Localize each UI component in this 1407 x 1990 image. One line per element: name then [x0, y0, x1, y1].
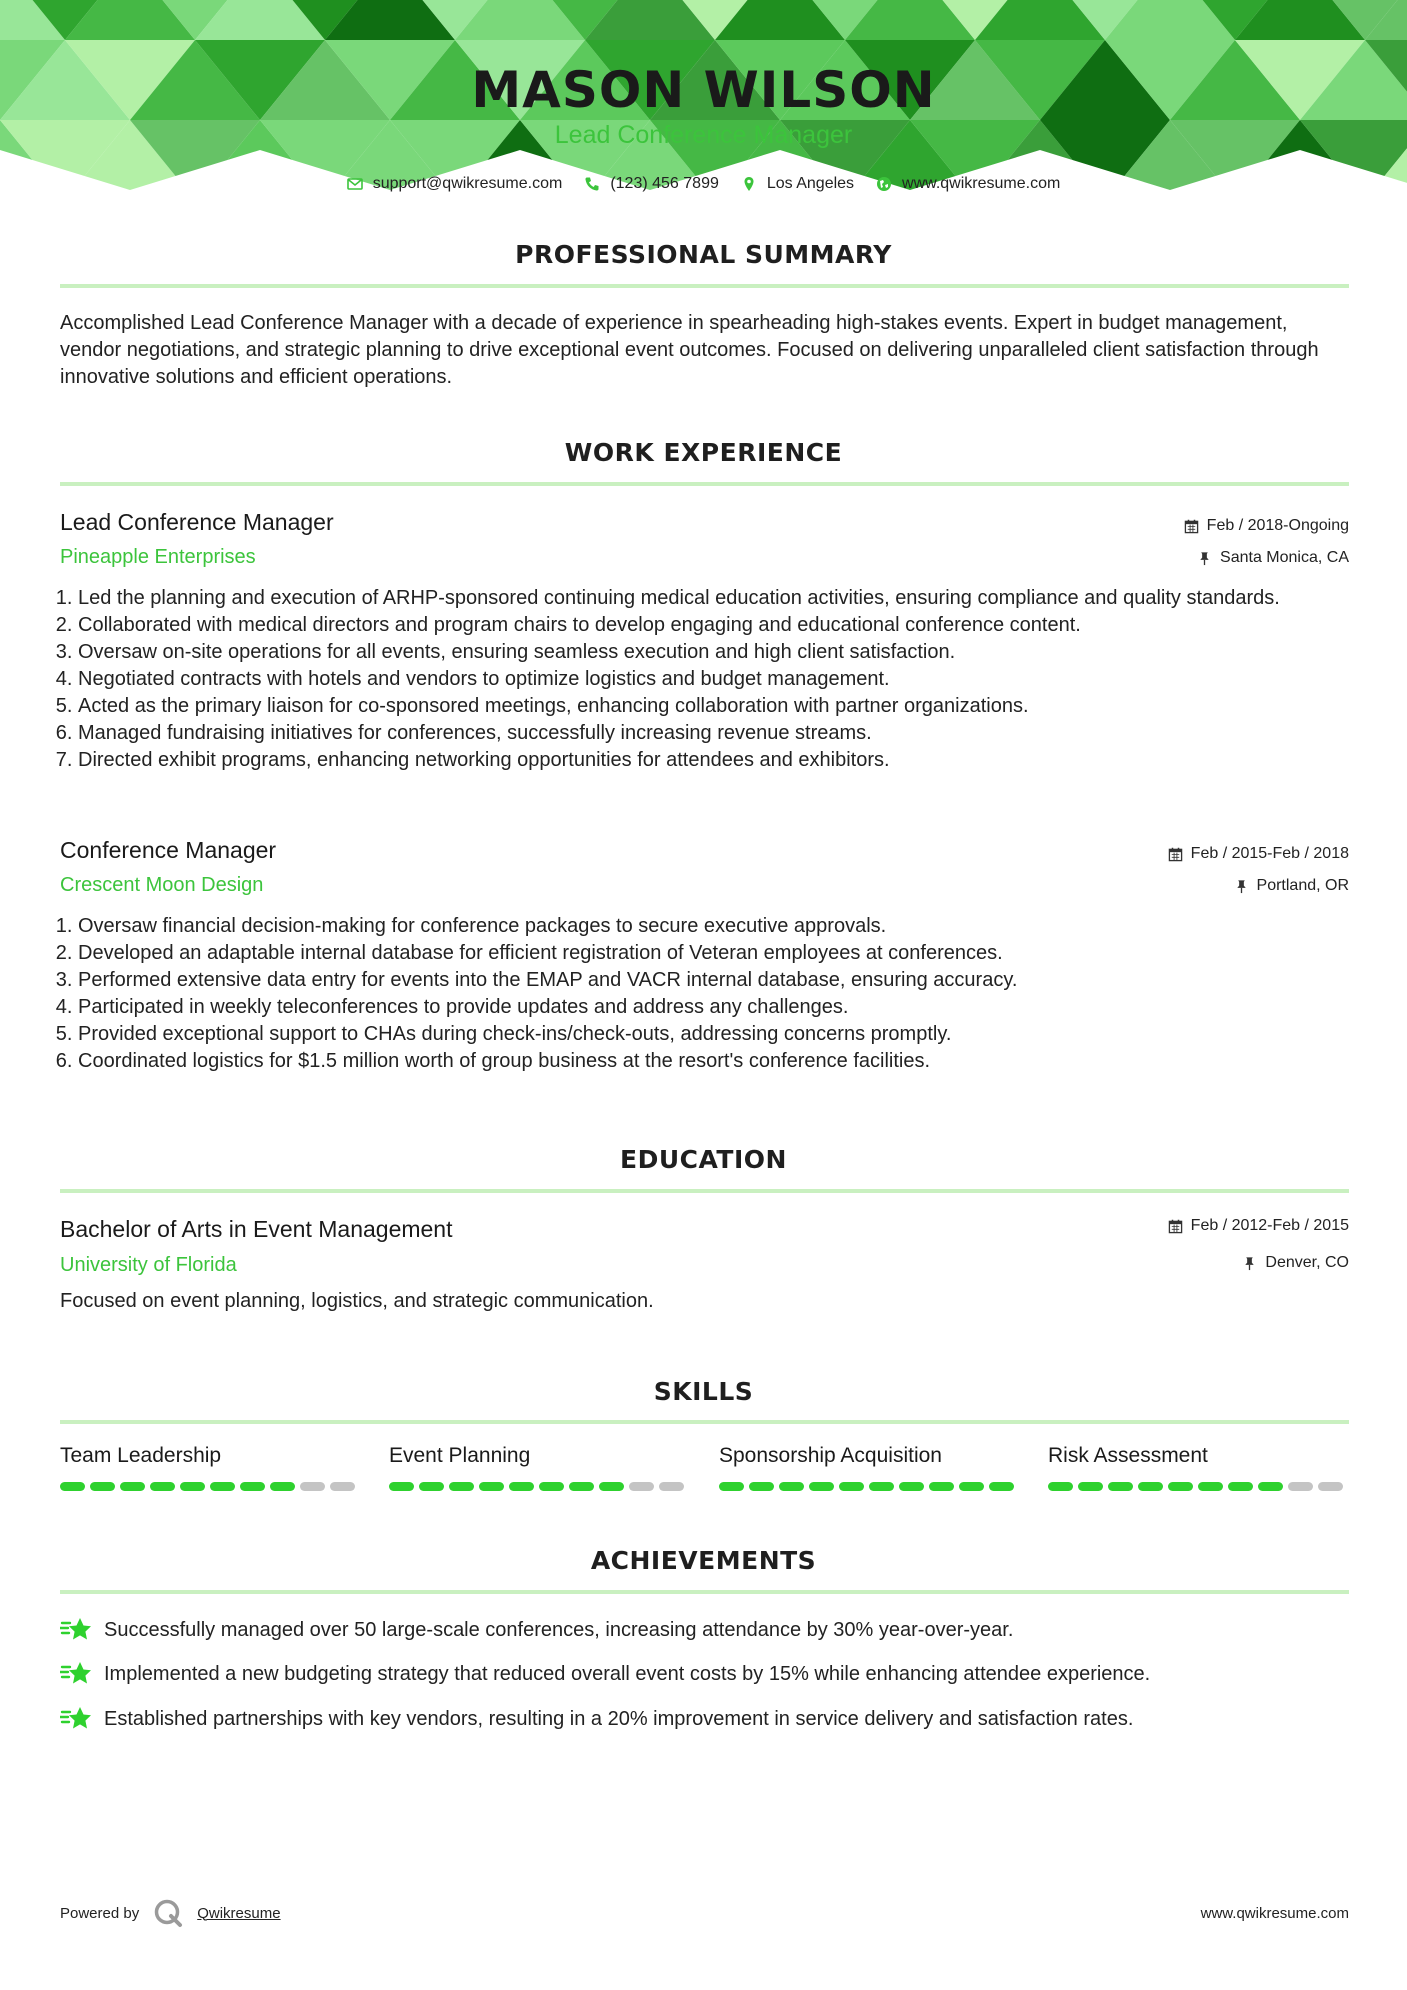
powered-by-label: Powered by — [60, 1904, 140, 1922]
achievement-text: Implemented a new budgeting strategy that reduced overall event costs by 15% while enhancing attendee experience. — [104, 1663, 1151, 1685]
job-dates — [1184, 515, 1349, 537]
contact-phone[interactable] — [584, 172, 719, 196]
education-dates-text: Feb / 2012-Feb / 2015 — [1190, 1217, 1349, 1234]
rating-dot-filled — [809, 1482, 834, 1491]
job-bullets — [48, 913, 1378, 1075]
calendar-icon — [1184, 519, 1199, 534]
contact-location — [741, 172, 854, 196]
skill-name: Risk Assessment — [1048, 1444, 1208, 1467]
rating-dot-filled — [1258, 1482, 1283, 1491]
job-dates-text: Feb / 2015-Feb / 2018 — [1190, 845, 1349, 862]
rating-dot-filled — [419, 1482, 444, 1491]
job-location — [1197, 547, 1349, 569]
school-name: University of Florida — [60, 1254, 237, 1276]
rating-dot-empty — [1318, 1482, 1343, 1491]
list-item: 2. Collaborated with medical directors and program chairs to develop engaging and educational conference content. — [78, 612, 1378, 639]
rating-dot-filled — [1138, 1482, 1163, 1491]
achievement-text: Established partnerships with key vendors, resulting in a 20% improvement in service delivery and satisfaction rates. — [104, 1708, 1134, 1730]
list-item: 6. Coordinated logistics for $1.5 million worth of group business at the resort's conference facilities. — [78, 1048, 1378, 1075]
brand-link[interactable]: Qwikresume — [197, 1904, 281, 1922]
rating-dot-filled — [240, 1482, 265, 1491]
rating-dot-empty — [300, 1482, 325, 1491]
skills-heading: SKILLS — [653, 1377, 754, 1406]
contact-email[interactable] — [347, 172, 563, 196]
contact-bar — [0, 172, 1407, 196]
rating-dot-filled — [270, 1482, 295, 1491]
rating-dot-filled — [60, 1482, 85, 1491]
skill-item — [60, 1442, 360, 1491]
website-text: www.qwikresume.com — [902, 175, 1061, 192]
job-bullets — [48, 585, 1378, 774]
skill-name: Sponsorship Acquisition — [719, 1444, 942, 1467]
list-item: 1. Led the planning and execution of ARHP-sponsored continuing medical education activities, ensuring compliance and quality standards. — [78, 585, 1378, 612]
list-item: 5. Provided exceptional support to CHAs during check-ins/check-outs, addressing concerns promptly. — [78, 1021, 1378, 1048]
rating-dot-filled — [1078, 1482, 1103, 1491]
rating-dot-empty — [659, 1482, 684, 1491]
pin-icon — [1242, 1256, 1257, 1271]
calendar-icon — [1168, 1219, 1183, 1234]
job-location — [1234, 875, 1349, 897]
rating-dot-filled — [749, 1482, 774, 1491]
job-dates-text: Feb / 2018-Ongoing — [1206, 517, 1349, 534]
job-dates — [1168, 843, 1349, 865]
rating-dot-filled — [389, 1482, 414, 1491]
rating-dot-filled — [449, 1482, 474, 1491]
star-icon — [60, 1659, 92, 1689]
job-title: Lead Conference Manager — [60, 509, 334, 535]
achievements-divider — [60, 1590, 1349, 1594]
list-item: 5. Acted as the primary liaison for co-sponsored meetings, enhancing collaboration with partner organizations. — [78, 693, 1378, 720]
skills-divider — [60, 1420, 1349, 1424]
rating-dot-filled — [539, 1482, 564, 1491]
list-item: 2. Developed an adaptable internal database for efficient registration of Veteran employees at conferences. — [78, 940, 1378, 967]
degree-title: Bachelor of Arts in Event Management — [60, 1216, 453, 1242]
footer-powered-by — [60, 1898, 281, 1928]
rating-dot-filled — [779, 1482, 804, 1491]
skill-rating — [389, 1482, 689, 1491]
rating-dot-empty — [330, 1482, 355, 1491]
education-location — [1242, 1252, 1349, 1274]
rating-dot-filled — [569, 1482, 594, 1491]
rating-dot-filled — [989, 1482, 1014, 1491]
skill-rating — [719, 1482, 1019, 1491]
experience-divider — [60, 482, 1349, 486]
rating-dot-filled — [180, 1482, 205, 1491]
map-pin-icon — [741, 176, 757, 192]
education-location-text: Denver, CO — [1265, 1254, 1349, 1271]
globe-icon — [876, 176, 892, 192]
job-company: Crescent Moon Design — [60, 874, 264, 896]
education-dates — [1168, 1215, 1349, 1237]
phone-icon — [584, 176, 600, 192]
rating-dot-filled — [899, 1482, 924, 1491]
rating-dot-filled — [869, 1482, 894, 1491]
list-item: 6. Managed fundraising initiatives for conferences, successfully increasing revenue streams. — [78, 720, 1378, 747]
skill-name: Team Leadership — [60, 1444, 222, 1467]
education-heading: EDUCATION — [620, 1145, 787, 1174]
location-text: Los Angeles — [766, 175, 855, 192]
phone-text: (123) 456 7899 — [610, 175, 719, 192]
rating-dot-filled — [1048, 1482, 1073, 1491]
job-title: Conference Manager — [60, 837, 277, 863]
job-location-text: Portland, OR — [1256, 877, 1349, 894]
achievement-item — [60, 1615, 1013, 1645]
rating-dot-empty — [629, 1482, 654, 1491]
rating-dot-filled — [210, 1482, 235, 1491]
rating-dot-empty — [1288, 1482, 1313, 1491]
skill-item — [1048, 1442, 1348, 1491]
summary-divider — [60, 284, 1349, 288]
rating-dot-filled — [1168, 1482, 1193, 1491]
summary-heading: PROFESSIONAL SUMMARY — [515, 240, 892, 269]
rating-dot-filled — [839, 1482, 864, 1491]
list-item: 3. Oversaw on-site operations for all events, ensuring seamless execution and high client satisfaction. — [78, 639, 1378, 666]
star-icon — [60, 1615, 92, 1645]
job-company: Pineapple Enterprises — [60, 546, 256, 568]
rating-dot-filled — [929, 1482, 954, 1491]
skill-rating — [60, 1482, 360, 1491]
achievements-heading: ACHIEVEMENTS — [590, 1546, 817, 1575]
list-item: 3. Performed extensive data entry for events into the EMAP and VACR internal database, ensuring accuracy. — [78, 967, 1378, 994]
calendar-icon — [1168, 847, 1183, 862]
pin-icon — [1197, 551, 1212, 566]
list-item: 1. Oversaw financial decision-making for conference packages to secure executive approvals. — [78, 913, 1378, 940]
star-icon — [60, 1704, 92, 1734]
list-item: 7. Directed exhibit programs, enhancing networking opportunities for attendees and exhibitors. — [78, 747, 1378, 774]
education-divider — [60, 1189, 1349, 1193]
rating-dot-filled — [959, 1482, 984, 1491]
list-item: 4. Negotiated contracts with hotels and vendors to optimize logistics and budget management. — [78, 666, 1378, 693]
qwikresume-logo-icon — [153, 1898, 183, 1928]
skill-rating — [1048, 1482, 1348, 1491]
rating-dot-filled — [719, 1482, 744, 1491]
skill-name: Event Planning — [389, 1444, 531, 1467]
footer-url[interactable]: www.qwikresume.com — [1200, 1905, 1349, 1922]
rating-dot-filled — [509, 1482, 534, 1491]
rating-dot-filled — [479, 1482, 504, 1491]
skill-item — [719, 1442, 1019, 1491]
education-description: Focused on event planning, logistics, and strategic communication. — [60, 1290, 654, 1312]
summary-text: Accomplished Lead Conference Manager with a decade of experience in spearheading high-stakes events. Expert in budget management, vendor negotiations, and strategic planning to drive exceptional event outcomes. Focused on delivering unparalleled client satisfaction through innovative solutions and efficient operations. — [60, 312, 1319, 388]
candidate-name: MASON WILSON — [471, 61, 936, 119]
envelope-icon — [347, 176, 363, 192]
rating-dot-filled — [120, 1482, 145, 1491]
skill-item — [389, 1442, 689, 1491]
rating-dot-filled — [1228, 1482, 1253, 1491]
rating-dot-filled — [1198, 1482, 1223, 1491]
contact-website[interactable] — [876, 172, 1060, 196]
experience-heading: WORK EXPERIENCE — [564, 438, 843, 467]
achievement-item — [60, 1659, 1150, 1689]
achievement-item — [60, 1704, 1133, 1734]
list-item: 4. Participated in weekly teleconferences to provide updates and address any challenges. — [78, 994, 1378, 1021]
rating-dot-filled — [150, 1482, 175, 1491]
achievement-text: Successfully managed over 50 large-scale conferences, increasing attendance by 30% year-over-year. — [104, 1619, 1014, 1641]
candidate-role: Lead Conference Manager — [554, 121, 853, 149]
email-text: support@qwikresume.com — [372, 175, 563, 192]
rating-dot-filled — [90, 1482, 115, 1491]
rating-dot-filled — [599, 1482, 624, 1491]
pin-icon — [1234, 879, 1249, 894]
job-location-text: Santa Monica, CA — [1220, 549, 1349, 566]
rating-dot-filled — [1108, 1482, 1133, 1491]
